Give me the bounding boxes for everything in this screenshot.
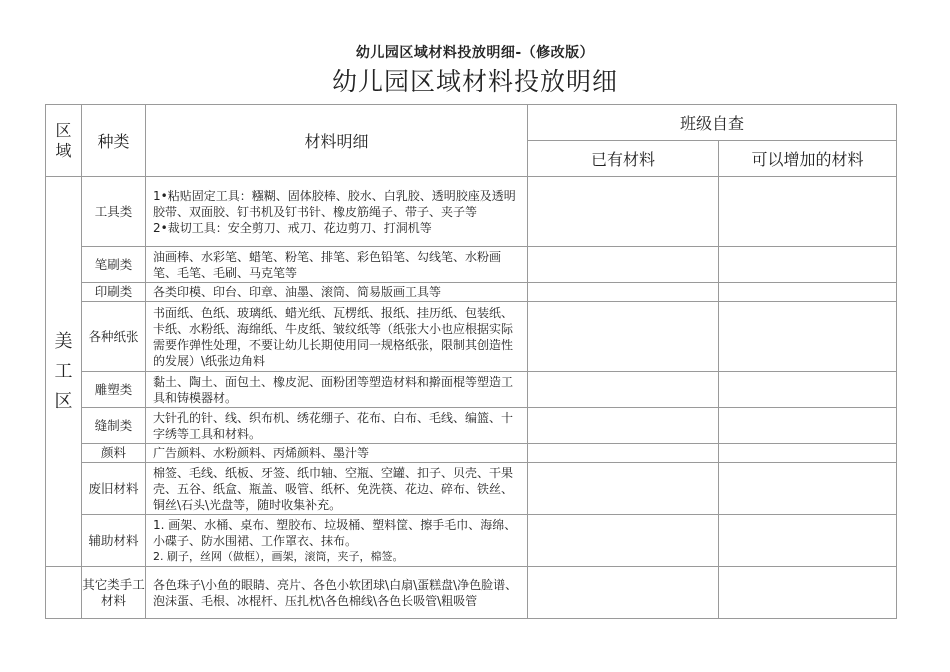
detail-cell: 1. 画架、水桶、桌布、塑胶布、垃圾桶、塑料筐、擦手毛巾、海绵、小碟子、防水围裙、工作罩衣、抹布。 2. 刷子，丝网（做框），画架，滚筒，夹子，棉签。 [146,515,528,567]
table-row [46,283,897,302]
detail-cell: 大针孔的针、线、织布机、绣花绷子、花布、白布、毛线、编篮、十字绣等工具和材料。 [146,408,528,444]
category-cell: 工具类 [82,177,146,247]
addable-materials-input[interactable] [719,247,897,283]
category-column-header: 种类 [82,105,146,177]
detail-column-header: 材料明细 [146,105,528,177]
self-check-column-header: 班级自查 [528,105,897,141]
table-row-other [46,567,897,619]
addable-materials-input[interactable] [719,515,897,567]
addable-materials-input[interactable] [719,302,897,372]
category-cell: 缝制类 [82,408,146,444]
header-row-1 [46,105,897,141]
addable-materials-input[interactable] [719,463,897,515]
table-row [46,177,897,247]
document-subtitle: 幼儿园区域材料投放明细-（修改版） [355,45,595,61]
document-title: 幼儿园区域材料投放明细 [331,67,618,96]
addable-materials-input[interactable] [719,444,897,463]
detail-cell: 各色珠子\小鱼的眼睛、亮片、各色小软团球\白扇\蛋糕盘\净色脸谱、泡沫蛋、毛根、冰棍杆、压扎枕\各色棉线\各色长吸管\粗吸管 [146,567,528,619]
category-cell: 各种纸张 [82,302,146,372]
category-cell: 雕塑类 [82,372,146,408]
detail-cell: 各类印模、印台、印章、油墨、滚筒、简易版画工具等 [146,283,528,302]
detail-cell: 黏土、陶土、面包土、橡皮泥、面粉团等塑造材料和擀面棍等塑造工具和铸模器材。 [146,372,528,408]
table-row [46,247,897,283]
existing-materials-input[interactable] [528,408,719,444]
table-row [46,408,897,444]
region-empty-cell [46,567,82,619]
existing-materials-input[interactable] [528,567,719,619]
materials-table [45,104,897,619]
detail-cell: 广告颜料、水粉颜料、丙烯颜料、墨汁等 [146,444,528,463]
existing-materials-input[interactable] [528,515,719,567]
addable-materials-input[interactable] [719,372,897,408]
category-cell: 印刷类 [82,283,146,302]
category-cell: 辅助材料 [82,515,146,567]
addable-materials-input[interactable] [719,177,897,247]
existing-materials-input[interactable] [528,247,719,283]
category-cell: 笔刷类 [82,247,146,283]
region-name-cell [46,177,82,567]
detail-cell: 油画棒、水彩笔、蜡笔、粉笔、排笔、彩色铅笔、勾线笔、水粉画笔、毛笔、毛刷、马克笔等 [146,247,528,283]
existing-materials-input[interactable] [528,283,719,302]
existing-column-header: 已有材料 [528,141,719,177]
addable-materials-input[interactable] [719,567,897,619]
table-row [46,444,897,463]
table-row [46,463,897,515]
addable-materials-input[interactable] [719,283,897,302]
existing-materials-input[interactable] [528,302,719,372]
table-row [46,302,897,372]
category-cell: 废旧材料 [82,463,146,515]
existing-materials-input[interactable] [528,444,719,463]
region-column-header: 区域 [46,105,82,177]
detail-cell: 1•粘贴固定工具：糨糊、固体胶棒、胶水、白乳胶、透明胶座及透明胶带、双面胶、钉书机及钉书针、橡皮筋绳子、带子、夹子等 2•裁切工具：安全剪刀、戒刀、花边剪刀、打洞机等 [146,177,528,247]
table-row [46,372,897,408]
addable-column-header: 可以增加的材料 [719,141,897,177]
existing-materials-input[interactable] [528,177,719,247]
existing-materials-input[interactable] [528,463,719,515]
table-row [46,515,897,567]
detail-cell: 棉签、毛线、纸板、牙签、纸巾轴、空瓶、空罐、扣子、贝壳、干果壳、五谷、纸盒、瓶盖、吸管、纸杯、免洗筷、花边、碎布、铁丝、铜丝\石头\光盘等，随时收集补充。 [146,463,528,515]
detail-cell: 书面纸、色纸、玻璃纸、蜡光纸、瓦楞纸、报纸、挂历纸、包装纸、卡纸、水粉纸、海绵纸、牛皮纸、皱纹纸等（纸张大小也应根据实际需要作弹性处理，不要让幼儿长期使用同一规格纸张，限制其创造性的发展）\纸张边角料 [146,302,528,372]
addable-materials-input[interactable] [719,408,897,444]
category-cell: 颜料 [82,444,146,463]
category-cell: 其它类手工材料 [82,567,146,619]
existing-materials-input[interactable] [528,372,719,408]
region-name: 美工区 [54,330,73,412]
